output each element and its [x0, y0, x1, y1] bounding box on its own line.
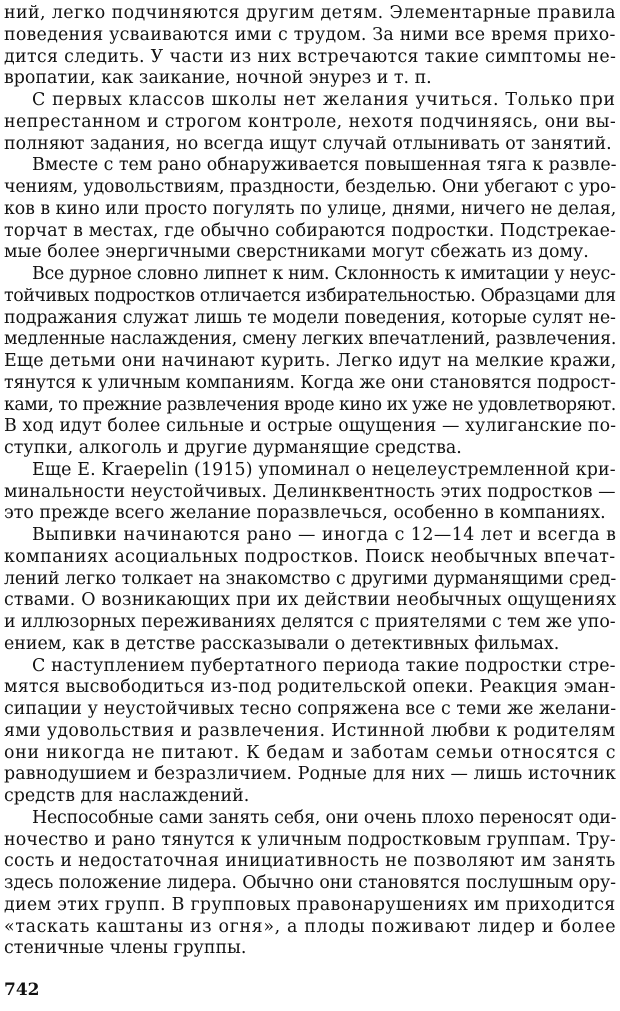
text-line: поведения усваиваются ими с трудом. За ними все время прихо- [4, 24, 616, 45]
text-line: сость и недостаточная инициативность не позволяют им занять [4, 851, 616, 872]
text-line: «таскать каштаны из огня», а плоды поживают лидер и более [4, 916, 617, 937]
text-line: Все дурное словно липнет к ним. Склонность к имитации у неус- [32, 264, 616, 284]
text-line: ением, как в детстве рассказывали о детективных фильмах. [4, 633, 560, 654]
text-line: ков в кино или просто погулять по улице, днями, ничего не делая, [4, 198, 617, 219]
text-line: Еще E. Kraepelin (1915) упоминал о нецелеустремленной кри- [32, 459, 616, 480]
text-line: ками, то прежние развлечения вроде кино их уже не удовлетворяют. [4, 394, 616, 415]
text-line: С первых классов школы нет желания учиться. Только при [32, 90, 616, 110]
text-line: С наступлением пубертатного периода такие подростки стре- [32, 655, 616, 676]
text-line: и иллюзорных переживаниях делятся с приятелями с тем же упо- [4, 612, 616, 632]
text-line: дится следить. У части из них встречаются такие симптомы не- [4, 46, 617, 67]
text-line: торчат в местах, где обычно собираются подростки. Подстрекае- [4, 220, 617, 241]
text-line: непрестанном и строгом контроле, нехотя подчиняясь, они вы- [4, 111, 617, 132]
text-line: Вместе с тем рано обнаруживается повышенная тяга к развле- [32, 155, 617, 176]
text-line: равнодушием и безразличием. Родные для них — лишь источник [4, 764, 616, 785]
text-line: ями удовольствия и развлечения. Истинной любви к родителям [4, 720, 616, 741]
text-line: чениям, удовольствиям, праздности, безделью. Они убегают с уро- [4, 177, 617, 197]
text-line: минальности неустойчивых. Делинквентность этих подростков — [4, 481, 616, 502]
text-line: полняют задания, но всегда ищут случай отлынивать от занятий. [4, 133, 612, 154]
text-line: Еще детьми они начинают курить. Легко идут на мелкие кражи, [4, 351, 617, 371]
text-line: мые более энергичными сверстниками могут сбежать из дому. [4, 242, 589, 263]
text-line: сипации у неустойчивых тесно сопряжена все с теми же желани- [4, 699, 617, 719]
text-line: здесь положение лидера. Обычно они становятся послушным ору- [4, 873, 616, 893]
text-line: они никогда не питают. К бедам и заботам семьи относятся с [4, 742, 617, 763]
text-line: В ход идут более сильные и острые ощущения — хулиганские по- [4, 416, 617, 437]
text-line: вропатии, как заикание, ночной энурез и т. п. [4, 68, 432, 89]
text-line: это прежде всего желание поразвлечься, особенно в компаниях. [4, 503, 606, 524]
text-line: ний, легко подчиняются другим детям. Элементарные правила [4, 3, 616, 23]
text-line: тойчивых подростков отличается избирательностью. Образцами для [4, 285, 616, 306]
text-line: Выпивки начинаются рано — иногда с 12—14 лет и всегда в [32, 525, 617, 545]
text-line: дием этих групп. В групповых правонарушениях им приходится [4, 894, 616, 915]
text-line: медленные наслаждения, смену легких впечатлений, развлечения. [4, 329, 617, 350]
text-line: ступки, алкоголь и другие дурманящие средства. [4, 438, 462, 458]
text-line: ночество и рано тянутся к уличным подростковым группам. Тру- [4, 829, 616, 850]
text-line: лений легко толкает на знакомство с другими дурманящими сред- [4, 568, 617, 589]
text-line: стеничные члены группы. [4, 938, 247, 959]
text-line: компаниях асоциальных подростков. Поиск необычных впечат- [4, 546, 616, 567]
text-line: тянутся к уличным компаниям. Когда же они становятся подрост- [4, 372, 616, 393]
text-line: подражания служат лишь те модели поведения, которые сулят не- [4, 307, 616, 328]
text-line: мятся высвободиться из-под родительской опеки. Реакция эман- [4, 677, 616, 698]
page-number: 742 [4, 980, 40, 1000]
text-line: средств для наслаждений. [4, 786, 250, 806]
text-line: Неспособные сами занять себя, они очень плохо переносят оди- [32, 807, 617, 828]
text-line: ствами. О возникающих при их действии необычных ощущениях [4, 590, 617, 611]
